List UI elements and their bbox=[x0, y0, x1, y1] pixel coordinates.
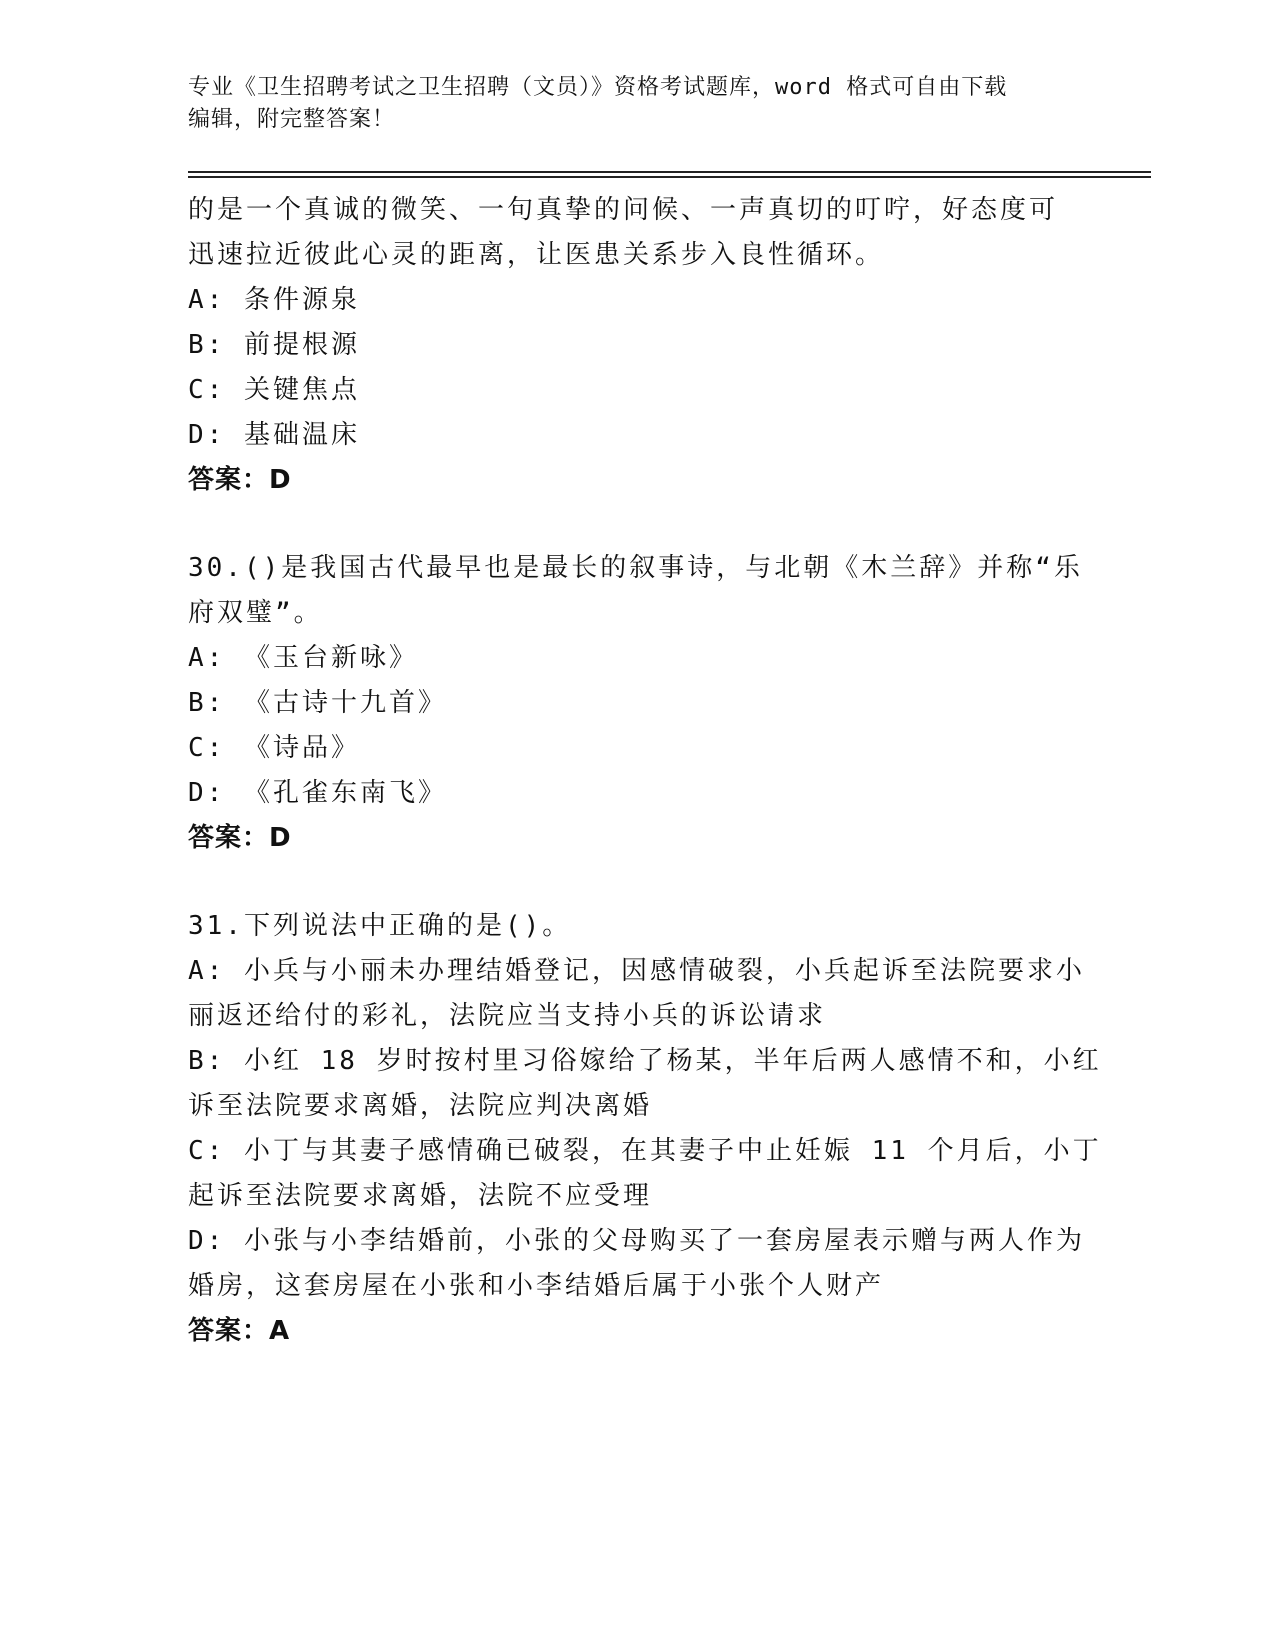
question-text-line: 30.()是我国古代最早也是最长的叙事诗，与北朝《木兰辞》并称“乐 bbox=[188, 553, 1083, 583]
option-a: A: 条件源泉 bbox=[188, 285, 360, 315]
option-b: B: 《古诗十九首》 bbox=[188, 688, 447, 718]
question-text-line: 迅速拉近彼此心灵的距离，让医患关系步入良性循环。 bbox=[188, 240, 885, 270]
document-header bbox=[188, 72, 1088, 136]
question-31 bbox=[188, 904, 1102, 1354]
option-c: C: 关键焦点 bbox=[188, 375, 360, 405]
option-c: C: 《诗品》 bbox=[188, 733, 360, 763]
option-d: D: 基础温床 bbox=[188, 420, 360, 450]
question-30 bbox=[188, 546, 1088, 861]
option-d-line-2: 婚房，这套房屋在小张和小李结婚后属于小张个人财产 bbox=[188, 1271, 885, 1301]
answer-label: 答案：D bbox=[188, 823, 292, 853]
question-29-continuation bbox=[188, 188, 1088, 503]
option-b-line-1: B: 小红 18 岁时按村里习俗嫁给了杨某，半年后两人感情不和，小红 bbox=[188, 1046, 1102, 1076]
answer-label: 答案：D bbox=[188, 465, 292, 495]
question-text-line: 31.下列说法中正确的是()。 bbox=[188, 911, 572, 941]
option-a-line-1: A: 小兵与小丽未办理结婚登记，因感情破裂，小兵起诉至法院要求小 bbox=[188, 956, 1085, 986]
option-b: B: 前提根源 bbox=[188, 330, 360, 360]
option-c-line-1: C: 小丁与其妻子感情确已破裂，在其妻子中止妊娠 11 个月后，小丁 bbox=[188, 1136, 1102, 1166]
header-line-2: 编辑，附完整答案！ bbox=[188, 107, 396, 132]
option-d: D: 《孔雀东南飞》 bbox=[188, 778, 447, 808]
answer-label: 答案：A bbox=[188, 1316, 291, 1346]
question-text-line: 的是一个真诚的微笑、一句真挚的问候、一声真切的叮咛，好态度可 bbox=[188, 195, 1059, 225]
option-a: A: 《玉台新咏》 bbox=[188, 643, 418, 673]
option-d-line-1: D: 小张与小李结婚前，小张的父母购买了一套房屋表示赠与两人作为 bbox=[188, 1226, 1085, 1256]
header-rule-bottom bbox=[188, 176, 1151, 178]
document-body bbox=[188, 188, 1102, 1354]
header-line-1: 专业《卫生招聘考试之卫生招聘（文员）》资格考试题库，word 格式可自由下载 bbox=[188, 75, 1008, 100]
option-c-line-2: 起诉至法院要求离婚，法院不应受理 bbox=[188, 1181, 653, 1211]
option-b-line-2: 诉至法院要求离婚，法院应判决离婚 bbox=[188, 1091, 653, 1121]
header-rule-top bbox=[188, 171, 1151, 173]
question-text-line: 府双璧”。 bbox=[188, 598, 323, 628]
option-a-line-2: 丽返还给付的彩礼，法院应当支持小兵的诉讼请求 bbox=[188, 1001, 827, 1031]
